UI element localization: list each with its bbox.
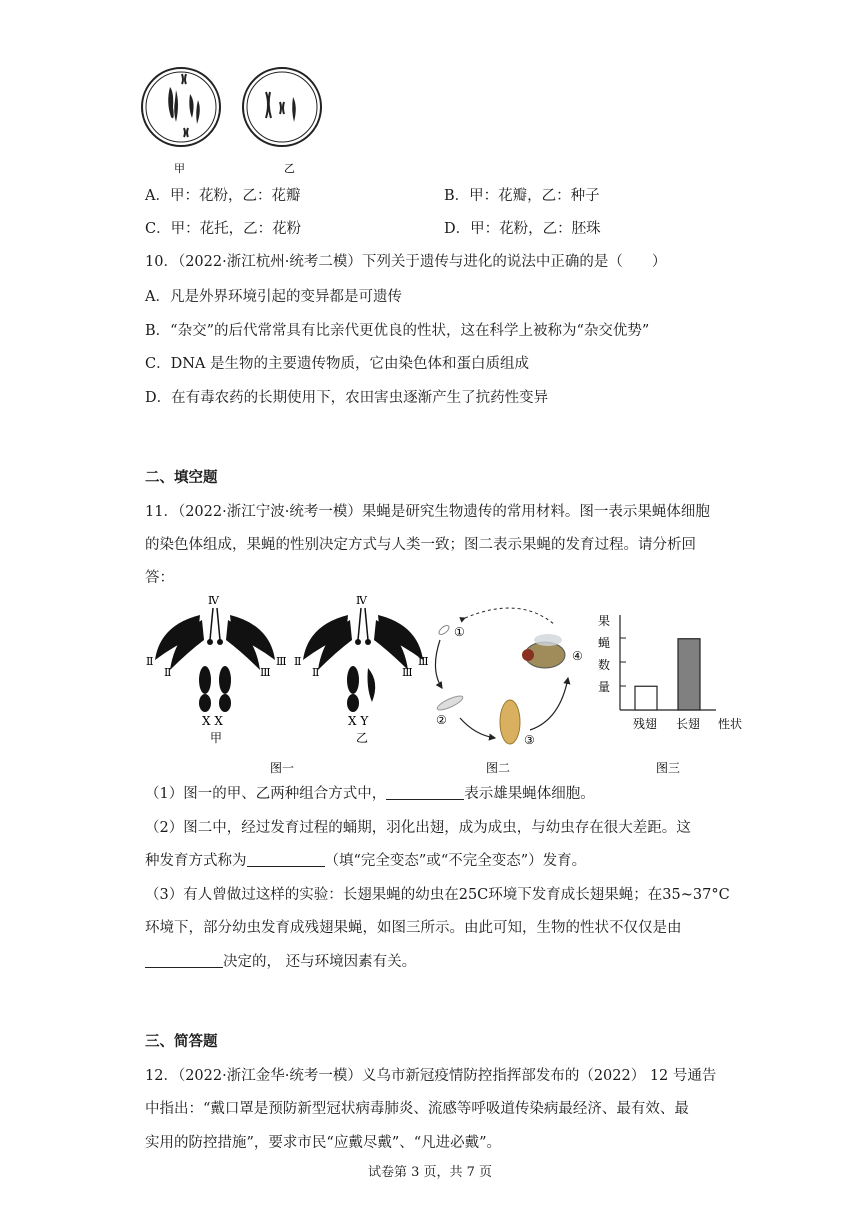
stage-2-label: ②: [436, 713, 447, 727]
q11-sub1-text-before: （1）图一的甲、乙两种组合方式中，: [145, 786, 387, 802]
q11-sub3-line1: （3）有人曾做过这样的实验：长翅果蝇的幼虫在25C环境下发育成长翅果蝇；在35~37°C: [145, 887, 730, 903]
roman-label-right-set-left-2: Ⅱ: [312, 666, 320, 679]
chart-ylabel-char-2: 蝇: [598, 636, 611, 650]
stage-1-label: ①: [454, 625, 465, 639]
set-label-yi: 乙: [356, 731, 369, 745]
section-title-fill-blank: 二、填空题: [145, 469, 218, 486]
q11-sub3-text-after: 决定的， 还与环境因素有关。: [223, 954, 417, 970]
stage-4-label: ④: [572, 649, 583, 663]
q11-figure-bar-chart: [596, 605, 756, 780]
q12-line1: 12．（2022·浙江金华·统考一模）义乌市新冠疫情防控指挥部发布的（2022） 12 号通告: [145, 1068, 717, 1084]
chart-ylabel-char-1: 果: [598, 614, 611, 628]
q11-sub1: [145, 784, 595, 804]
chromosome-set-jia: [155, 608, 275, 712]
bar-1: [635, 686, 657, 710]
chromosome-set-yi: [303, 608, 423, 712]
q11-figure-chromosomes: [140, 590, 430, 780]
q11-figure-lifecycle: [430, 600, 600, 780]
roman-label-top-right: Ⅳ: [356, 594, 367, 607]
q11-stem-line1: 11．（2022·浙江宁波·统考一模）果蝇是研究生物遗传的常用材料。图一表示果蝇体细胞: [145, 504, 710, 520]
q9-cell-figure: [140, 62, 250, 182]
q9-cell-figure-b: [240, 62, 330, 182]
q12-line2: 中指出：“戴口罩是预防新型冠状病毒肺炎、流感等呼吸道传染病最经济、最有效、最: [145, 1101, 689, 1117]
q11-sub2-line1: （2）图二中，经过发育过程的蛹期，羽化出翅，成为成虫，与幼虫存在很大差距。这: [145, 820, 691, 836]
figure2-caption: 图二: [486, 761, 511, 775]
cell-label-jia: 甲: [174, 162, 185, 175]
roman-label-top-left: Ⅳ: [208, 594, 219, 607]
q11-sub2-text-after: （填“完全变态”或“不完全变态”）发育。: [324, 853, 587, 869]
q9-option-d: D．甲：花粉，乙：胚珠: [444, 221, 601, 237]
q12-line3: 实用的防控措施”，要求市民“应戴尽戴”、“凡进必戴”。: [145, 1135, 502, 1151]
figure3-caption: 图三: [656, 761, 681, 775]
q9-option-b: B．甲：花瓣，乙：种子: [444, 188, 600, 204]
stage-3-label: ③: [524, 733, 535, 747]
roman-label-right-set-right-1: Ⅲ: [418, 655, 429, 668]
figure1-caption: 图一: [270, 761, 295, 775]
q11-sub2-answer-blank[interactable]: [247, 852, 325, 867]
q11-stem-line3: 答：: [145, 570, 174, 586]
q11-stem-line2: 的染色体组成，果蝇的性别决定方式与人类一致；图二表示果蝇的发育过程。请分析回: [145, 537, 696, 553]
q9-option-a: A．甲：花粉，乙：花瓣: [145, 188, 301, 204]
q10-option-d: D．在有毒农药的长期使用下，农田害虫逐渐产生了抗药性变异: [145, 390, 549, 406]
cell-label-yi: 乙: [284, 162, 295, 175]
chart-xlabel: 性状: [718, 717, 743, 731]
section-title-short-answer: 三、简答题: [145, 1033, 218, 1050]
sex-chromosome-label-jia: X X: [202, 714, 223, 728]
q11-sub1-answer-blank[interactable]: [386, 785, 464, 800]
q11-sub2-line2: [145, 851, 586, 871]
set-label-jia: 甲: [210, 731, 223, 745]
q11-sub1-text-after: 表示雄果蝇体细胞。: [464, 786, 595, 802]
roman-label-left-1: Ⅱ: [146, 655, 154, 668]
roman-label-right-2: Ⅲ: [260, 666, 271, 679]
bar-label-1: 残翅: [633, 717, 658, 731]
q11-sub2-text-before: 种发育方式称为: [145, 853, 247, 869]
q11-sub3-line2: 环境下，部分幼虫发育成残翅果蝇，如图三所示。由此可知，生物的性状不仅仅是由: [145, 920, 682, 936]
roman-label-right-set-left-1: Ⅱ: [294, 655, 302, 668]
bar-2: [678, 639, 700, 710]
bar-label-2: 长翅: [676, 717, 701, 731]
q10-stem: 10．（2022·浙江杭州·统考二模）下列关于遗传与进化的说法中正确的是（ ）: [145, 254, 667, 270]
chart-ylabel-char-3: 数: [598, 658, 611, 672]
roman-label-right-set-right-2: Ⅲ: [402, 666, 413, 679]
q11-sub3-answer-blank[interactable]: [145, 953, 223, 968]
chart-ylabel-char-4: 量: [598, 680, 611, 694]
q11-sub3-line3: [145, 952, 416, 972]
roman-label-right-1: Ⅲ: [276, 655, 287, 668]
q10-option-a: A．凡是外界环境引起的变异都是可遗传: [145, 289, 402, 305]
roman-label-left-2: Ⅱ: [164, 666, 172, 679]
q10-option-b: B．“杂交”的后代常常具有比亲代更优良的性状，这在科学上被称为“杂交优势”: [145, 323, 650, 339]
page-footer: 试卷第 3 页，共 7 页: [367, 1165, 493, 1180]
q9-option-c: C．甲：花托，乙：花粉: [145, 221, 302, 237]
sex-chromosome-label-yi: X Y: [348, 714, 369, 728]
q10-option-c: C．DNA 是生物的主要遗传物质，它由染色体和蛋白质组成: [145, 356, 529, 372]
